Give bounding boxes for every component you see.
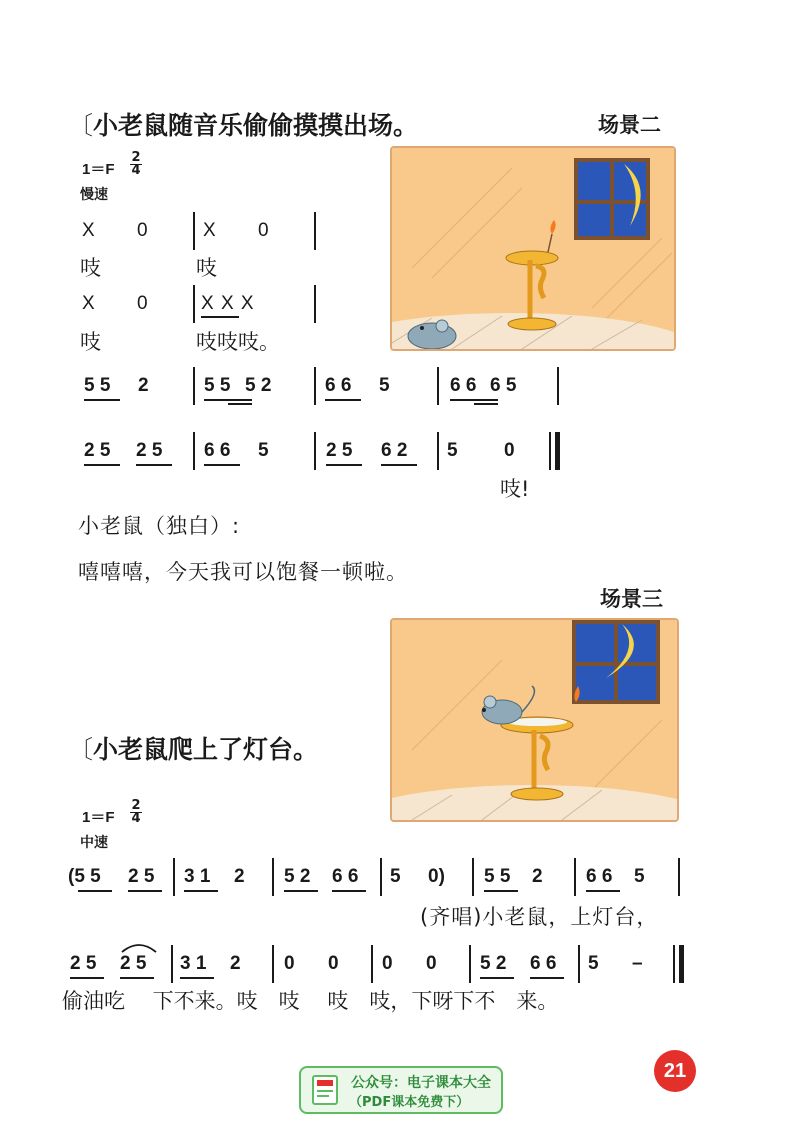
melody-note: 2 5 <box>120 953 147 974</box>
scene2-time-signature: $\frac{2}{4}$ <box>131 150 141 178</box>
watermark-badge <box>299 1066 503 1114</box>
scene3-key-signature: 1＝F <box>82 809 115 826</box>
lyric: (齐唱)小老鼠，上灯台， <box>420 905 659 929</box>
melody-note: 0 <box>328 953 339 974</box>
melody-note: 2 <box>234 866 245 887</box>
melody-note: 6 6 <box>325 375 352 396</box>
melody-note: 5 <box>634 866 645 887</box>
scene3-time-signature: $\frac{2}{4}$ <box>131 798 141 826</box>
scene2-illustration <box>390 146 676 351</box>
lyric: 吱吱吱。 <box>196 330 280 354</box>
melody-note: 2 5 <box>326 440 353 461</box>
melody-note: 6 6 <box>450 375 477 396</box>
melody-note: 5 <box>588 953 599 974</box>
melody-note: 0 <box>426 953 437 974</box>
melody-note: 5 2 <box>284 866 311 887</box>
scene3-illustration <box>390 618 679 822</box>
rhythm-note: 0 <box>258 220 269 241</box>
melody-note: 2 5 <box>70 953 97 974</box>
melody-note: 6 5 <box>490 375 517 396</box>
melody-note: 0 <box>382 953 393 974</box>
melody-note: 5 <box>258 440 269 461</box>
slur-mark <box>120 940 158 954</box>
melody-note: 6 2 <box>381 440 408 461</box>
rhythm-note: X <box>203 220 216 241</box>
monologue-line: 嘻嘻嘻，今天我可以饱餐一顿啦。 <box>78 560 408 584</box>
scene3-title: 场景三 <box>600 587 663 611</box>
melody-note: – <box>632 953 643 974</box>
rhythm-note: X <box>82 293 95 314</box>
melody-note: 3 1 <box>180 953 207 974</box>
scene2-title: 场景二 <box>598 113 661 137</box>
watermark-line1: 公众号：电子课本大全 <box>351 1075 491 1091</box>
scene3-tempo: 中速 <box>80 835 108 851</box>
rhythm-note: X X X <box>201 293 255 314</box>
melody-note: 6 6 <box>332 866 359 887</box>
lyric: 吱 <box>80 256 101 280</box>
monologue-speaker: 小老鼠（独白）: <box>78 514 241 538</box>
melody-note: 0 <box>504 440 515 461</box>
scene3-stage-direction: 〔小老鼠爬上了灯台。 <box>68 735 319 764</box>
lyric: 偷油吃 下不来。吱 吱 吱 吱，下呀下不 来。 <box>62 989 559 1013</box>
lyric: 吱! <box>500 477 530 501</box>
rhythm-note: 0 <box>137 293 148 314</box>
rhythm-note: 0 <box>137 220 148 241</box>
melody-note: 6 6 <box>204 440 231 461</box>
melody-note: 5 <box>447 440 458 461</box>
lyric: 吱 <box>80 330 101 354</box>
melody-note: 2 5 <box>84 440 111 461</box>
melody-note: 2 <box>532 866 543 887</box>
melody-note: 5 2 <box>480 953 507 974</box>
lyric: 吱 <box>196 256 217 280</box>
melody-note: 5 5 <box>484 866 511 887</box>
melody-note: 2 5 <box>136 440 163 461</box>
melody-note: 5 5 <box>84 375 111 396</box>
melody-note: 2 5 <box>128 866 155 887</box>
melody-note: 5 5 <box>204 375 231 396</box>
melody-note: 5 <box>379 375 390 396</box>
melody-note: (5 5 <box>68 866 101 887</box>
melody-note: 6 6 <box>586 866 613 887</box>
melody-note: 6 6 <box>530 953 557 974</box>
melody-note: 5 2 <box>245 375 272 396</box>
scene2-stage-direction: 〔小老鼠随音乐偷偷摸摸出场。 <box>68 111 419 140</box>
textbook-icon <box>311 1074 341 1106</box>
scene2-key-signature: 1＝F <box>82 161 115 178</box>
melody-note: 0 <box>284 953 295 974</box>
watermark-line2: （PDF课本免费下） <box>349 1095 470 1110</box>
page-number: 21 <box>654 1050 696 1092</box>
melody-note: 2 <box>230 953 241 974</box>
melody-note: 3 1 <box>184 866 211 887</box>
rhythm-note: X <box>82 220 95 241</box>
melody-note: 2 <box>138 375 149 396</box>
melody-note: 5 <box>390 866 401 887</box>
scene2-tempo: 慢速 <box>80 187 108 203</box>
melody-note: 0) <box>428 866 445 887</box>
